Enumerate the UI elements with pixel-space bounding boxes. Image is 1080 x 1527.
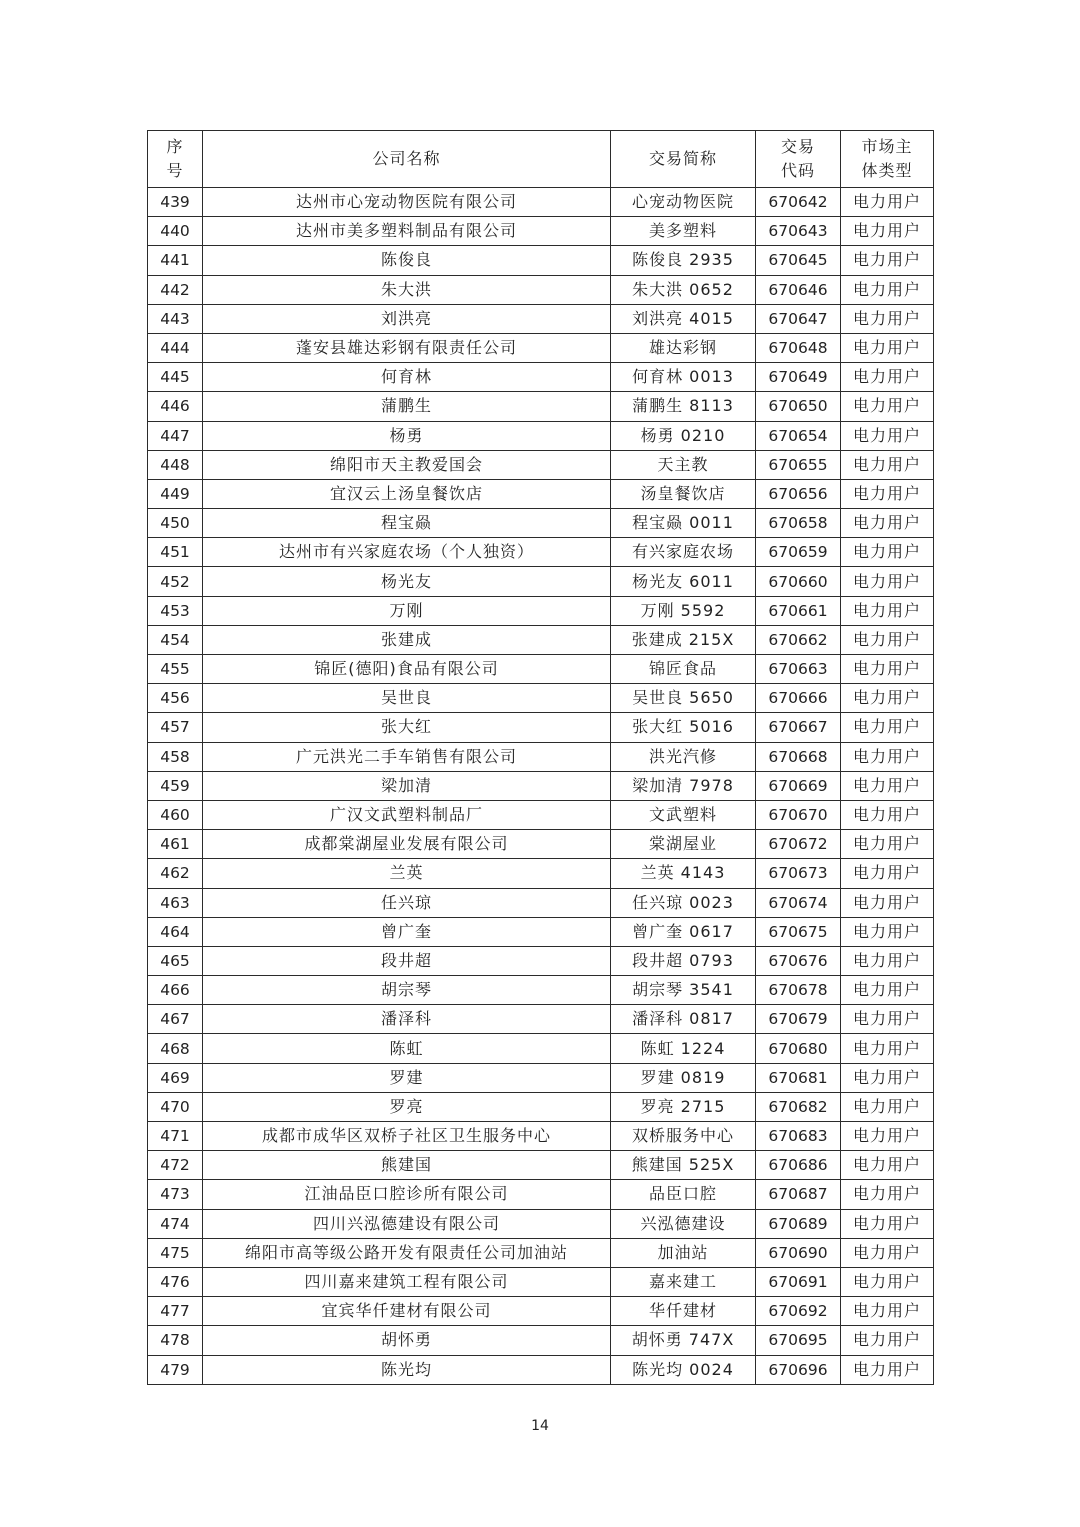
cell-entity-type: 电力用户 — [841, 479, 934, 508]
cell-company-name: 潘泽科 — [203, 1005, 611, 1034]
table-row — [148, 1297, 934, 1326]
cell-seq: 473 — [148, 1180, 203, 1209]
cell-trade-abbr: 华仟建材 — [611, 1297, 756, 1326]
cell-trade-abbr: 加油站 — [611, 1238, 756, 1267]
cell-seq: 461 — [148, 830, 203, 859]
header-type-line1: 市场主 — [861, 137, 913, 156]
cell-seq: 460 — [148, 800, 203, 829]
cell-company-name: 刘洪亮 — [203, 304, 611, 333]
cell-trade-abbr: 何育林 0013 — [611, 363, 756, 392]
cell-seq: 448 — [148, 450, 203, 479]
cell-company-name: 杨勇 — [203, 421, 611, 450]
table-row — [148, 392, 934, 421]
table-row — [148, 509, 934, 538]
cell-trade-abbr: 洪光汽修 — [611, 742, 756, 771]
cell-trade-code: 670695 — [756, 1326, 841, 1355]
cell-company-name: 四川嘉来建筑工程有限公司 — [203, 1267, 611, 1296]
cell-trade-code: 670676 — [756, 946, 841, 975]
cell-company-name: 兰英 — [203, 859, 611, 888]
cell-seq: 475 — [148, 1238, 203, 1267]
cell-trade-code: 670679 — [756, 1005, 841, 1034]
table-row — [148, 976, 934, 1005]
cell-seq: 471 — [148, 1122, 203, 1151]
cell-company-name: 广元洪光二手车销售有限公司 — [203, 742, 611, 771]
header-seq-line2: 号 — [166, 161, 184, 180]
cell-seq: 463 — [148, 888, 203, 917]
cell-trade-abbr: 有兴家庭农场 — [611, 538, 756, 567]
cell-company-name: 宜汉云上汤皇餐饮店 — [203, 479, 611, 508]
cell-trade-abbr: 锦匠食品 — [611, 655, 756, 684]
cell-trade-abbr: 曾广奎 0617 — [611, 917, 756, 946]
cell-company-name: 曾广奎 — [203, 917, 611, 946]
header-type — [841, 131, 934, 188]
cell-entity-type: 电力用户 — [841, 333, 934, 362]
cell-company-name: 成都棠湖屋业发展有限公司 — [203, 830, 611, 859]
cell-entity-type: 电力用户 — [841, 1326, 934, 1355]
cell-entity-type: 电力用户 — [841, 1180, 934, 1209]
cell-company-name: 江油品臣口腔诊所有限公司 — [203, 1180, 611, 1209]
table-row — [148, 655, 934, 684]
cell-entity-type: 电力用户 — [841, 888, 934, 917]
table-row — [148, 1209, 934, 1238]
cell-entity-type: 电力用户 — [841, 509, 934, 538]
cell-trade-abbr: 美多塑料 — [611, 217, 756, 246]
cell-trade-abbr: 杨勇 0210 — [611, 421, 756, 450]
cell-entity-type: 电力用户 — [841, 1092, 934, 1121]
cell-entity-type: 电力用户 — [841, 596, 934, 625]
cell-trade-code: 670668 — [756, 742, 841, 771]
cell-trade-code: 670673 — [756, 859, 841, 888]
table-header-row — [148, 131, 934, 188]
cell-trade-abbr: 胡怀勇 747X — [611, 1326, 756, 1355]
cell-company-name: 朱大洪 — [203, 275, 611, 304]
cell-company-name: 成都市成华区双桥子社区卫生服务中心 — [203, 1122, 611, 1151]
cell-seq: 451 — [148, 538, 203, 567]
cell-trade-code: 670659 — [756, 538, 841, 567]
cell-trade-abbr: 刘洪亮 4015 — [611, 304, 756, 333]
cell-company-name: 宜宾华仟建材有限公司 — [203, 1297, 611, 1326]
cell-company-name: 四川兴泓德建设有限公司 — [203, 1209, 611, 1238]
cell-company-name: 何育林 — [203, 363, 611, 392]
cell-seq: 469 — [148, 1063, 203, 1092]
table-row — [148, 421, 934, 450]
cell-entity-type: 电力用户 — [841, 1355, 934, 1384]
table-row — [148, 188, 934, 217]
cell-trade-code: 670648 — [756, 333, 841, 362]
cell-trade-abbr: 嘉来建工 — [611, 1267, 756, 1296]
cell-seq: 468 — [148, 1034, 203, 1063]
cell-seq: 443 — [148, 304, 203, 333]
cell-trade-abbr: 罗亮 2715 — [611, 1092, 756, 1121]
cell-seq: 440 — [148, 217, 203, 246]
cell-seq: 450 — [148, 509, 203, 538]
cell-trade-abbr: 程宝赑 0011 — [611, 509, 756, 538]
table-row — [148, 246, 934, 275]
cell-trade-code: 670642 — [756, 188, 841, 217]
cell-entity-type: 电力用户 — [841, 538, 934, 567]
cell-entity-type: 电力用户 — [841, 1063, 934, 1092]
cell-seq: 456 — [148, 684, 203, 713]
cell-entity-type: 电力用户 — [841, 976, 934, 1005]
cell-seq: 479 — [148, 1355, 203, 1384]
cell-seq: 472 — [148, 1151, 203, 1180]
cell-seq: 465 — [148, 946, 203, 975]
table-row — [148, 333, 934, 362]
table-row — [148, 1034, 934, 1063]
cell-trade-abbr: 陈虹 1224 — [611, 1034, 756, 1063]
header-company: 公司名称 — [203, 131, 611, 188]
cell-seq: 449 — [148, 479, 203, 508]
cell-seq: 457 — [148, 713, 203, 742]
cell-trade-code: 670692 — [756, 1297, 841, 1326]
cell-seq: 459 — [148, 771, 203, 800]
cell-trade-abbr: 张大红 5016 — [611, 713, 756, 742]
cell-entity-type: 电力用户 — [841, 246, 934, 275]
cell-trade-code: 670656 — [756, 479, 841, 508]
table-row — [148, 538, 934, 567]
cell-company-name: 梁加清 — [203, 771, 611, 800]
table-row — [148, 684, 934, 713]
cell-trade-abbr: 雄达彩钢 — [611, 333, 756, 362]
header-code-line1: 交易 — [780, 137, 815, 156]
cell-trade-abbr: 文武塑料 — [611, 800, 756, 829]
cell-company-name: 蒲鹏生 — [203, 392, 611, 421]
cell-company-name: 张建成 — [203, 625, 611, 654]
table-row — [148, 1122, 934, 1151]
cell-entity-type: 电力用户 — [841, 1297, 934, 1326]
cell-trade-abbr: 万刚 5592 — [611, 596, 756, 625]
cell-company-name: 广汉文武塑料制品厂 — [203, 800, 611, 829]
cell-trade-code: 670689 — [756, 1209, 841, 1238]
header-seq-line1: 序 — [166, 137, 184, 156]
cell-trade-code: 670660 — [756, 567, 841, 596]
cell-trade-code: 670649 — [756, 363, 841, 392]
cell-trade-abbr: 汤皇餐饮店 — [611, 479, 756, 508]
cell-trade-code: 670655 — [756, 450, 841, 479]
cell-trade-code: 670663 — [756, 655, 841, 684]
cell-seq: 478 — [148, 1326, 203, 1355]
cell-seq: 467 — [148, 1005, 203, 1034]
table-row — [148, 1267, 934, 1296]
table-row — [148, 946, 934, 975]
cell-trade-abbr: 蒲鹏生 8113 — [611, 392, 756, 421]
cell-seq: 462 — [148, 859, 203, 888]
table-row — [148, 567, 934, 596]
cell-trade-abbr: 双桥服务中心 — [611, 1122, 756, 1151]
cell-trade-abbr: 梁加清 7978 — [611, 771, 756, 800]
cell-company-name: 达州市美多塑料制品有限公司 — [203, 217, 611, 246]
table-row — [148, 479, 934, 508]
table-row — [148, 1238, 934, 1267]
table-row — [148, 742, 934, 771]
cell-trade-code: 670661 — [756, 596, 841, 625]
cell-trade-code: 670650 — [756, 392, 841, 421]
cell-entity-type: 电力用户 — [841, 275, 934, 304]
cell-trade-abbr: 张建成 215X — [611, 625, 756, 654]
cell-entity-type: 电力用户 — [841, 742, 934, 771]
table-row — [148, 830, 934, 859]
cell-trade-code: 670643 — [756, 217, 841, 246]
cell-trade-abbr: 陈俊良 2935 — [611, 246, 756, 275]
cell-entity-type: 电力用户 — [841, 625, 934, 654]
cell-entity-type: 电力用户 — [841, 188, 934, 217]
cell-entity-type: 电力用户 — [841, 800, 934, 829]
cell-seq: 439 — [148, 188, 203, 217]
cell-seq: 464 — [148, 917, 203, 946]
header-seq — [148, 131, 203, 188]
cell-company-name: 万刚 — [203, 596, 611, 625]
cell-seq: 447 — [148, 421, 203, 450]
table-row — [148, 1063, 934, 1092]
cell-trade-abbr: 兰英 4143 — [611, 859, 756, 888]
table-row — [148, 771, 934, 800]
cell-entity-type: 电力用户 — [841, 713, 934, 742]
cell-trade-abbr: 任兴琼 0023 — [611, 888, 756, 917]
cell-company-name: 胡怀勇 — [203, 1326, 611, 1355]
table-row — [148, 1326, 934, 1355]
cell-trade-code: 670658 — [756, 509, 841, 538]
cell-entity-type: 电力用户 — [841, 304, 934, 333]
table-row — [148, 1180, 934, 1209]
header-abbr: 交易简称 — [611, 131, 756, 188]
cell-seq: 474 — [148, 1209, 203, 1238]
cell-seq: 476 — [148, 1267, 203, 1296]
cell-trade-code: 670672 — [756, 830, 841, 859]
cell-company-name: 熊建国 — [203, 1151, 611, 1180]
cell-entity-type: 电力用户 — [841, 1122, 934, 1151]
cell-company-name: 锦匠(德阳)食品有限公司 — [203, 655, 611, 684]
cell-trade-code: 670669 — [756, 771, 841, 800]
table-row — [148, 1005, 934, 1034]
cell-entity-type: 电力用户 — [841, 1151, 934, 1180]
cell-entity-type: 电力用户 — [841, 392, 934, 421]
table-row — [148, 450, 934, 479]
cell-seq: 452 — [148, 567, 203, 596]
cell-trade-code: 670678 — [756, 976, 841, 1005]
cell-trade-code: 670690 — [756, 1238, 841, 1267]
cell-trade-code: 670682 — [756, 1092, 841, 1121]
table-row — [148, 217, 934, 246]
cell-trade-code: 670683 — [756, 1122, 841, 1151]
cell-trade-abbr: 段井超 0793 — [611, 946, 756, 975]
cell-seq: 442 — [148, 275, 203, 304]
cell-company-name: 程宝赑 — [203, 509, 611, 538]
cell-entity-type: 电力用户 — [841, 567, 934, 596]
cell-seq: 458 — [148, 742, 203, 771]
cell-company-name: 杨光友 — [203, 567, 611, 596]
cell-seq: 446 — [148, 392, 203, 421]
cell-company-name: 绵阳市天主教爱国会 — [203, 450, 611, 479]
header-code — [756, 131, 841, 188]
cell-entity-type: 电力用户 — [841, 1034, 934, 1063]
cell-seq: 466 — [148, 976, 203, 1005]
table-row — [148, 917, 934, 946]
cell-company-name: 罗建 — [203, 1063, 611, 1092]
table-row — [148, 1092, 934, 1121]
cell-trade-code: 670696 — [756, 1355, 841, 1384]
cell-entity-type: 电力用户 — [841, 1238, 934, 1267]
cell-trade-abbr: 罗建 0819 — [611, 1063, 756, 1092]
cell-seq: 477 — [148, 1297, 203, 1326]
cell-trade-code: 670654 — [756, 421, 841, 450]
market-entity-table — [147, 130, 934, 1385]
table-row — [148, 1355, 934, 1384]
cell-company-name: 蓬安县雄达彩钢有限责任公司 — [203, 333, 611, 362]
cell-company-name: 罗亮 — [203, 1092, 611, 1121]
cell-trade-abbr: 熊建国 525X — [611, 1151, 756, 1180]
cell-trade-code: 670675 — [756, 917, 841, 946]
cell-trade-code: 670667 — [756, 713, 841, 742]
cell-trade-abbr: 心宠动物医院 — [611, 188, 756, 217]
cell-company-name: 胡宗琴 — [203, 976, 611, 1005]
cell-entity-type: 电力用户 — [841, 917, 934, 946]
header-type-line2: 体类型 — [861, 161, 913, 180]
cell-trade-code: 670686 — [756, 1151, 841, 1180]
cell-seq: 445 — [148, 363, 203, 392]
cell-company-name: 达州市有兴家庭农场（个人独资） — [203, 538, 611, 567]
cell-trade-abbr: 胡宗琴 3541 — [611, 976, 756, 1005]
cell-company-name: 陈光均 — [203, 1355, 611, 1384]
cell-trade-code: 670681 — [756, 1063, 841, 1092]
table-row — [148, 800, 934, 829]
page-number: 14 — [531, 1418, 549, 1434]
cell-entity-type: 电力用户 — [841, 363, 934, 392]
cell-entity-type: 电力用户 — [841, 771, 934, 800]
table-row — [148, 363, 934, 392]
cell-trade-abbr: 陈光均 0024 — [611, 1355, 756, 1384]
table-row — [148, 625, 934, 654]
cell-trade-code: 670680 — [756, 1034, 841, 1063]
cell-entity-type: 电力用户 — [841, 1267, 934, 1296]
cell-entity-type: 电力用户 — [841, 421, 934, 450]
cell-company-name: 陈俊良 — [203, 246, 611, 275]
cell-trade-code: 670691 — [756, 1267, 841, 1296]
cell-entity-type: 电力用户 — [841, 450, 934, 479]
cell-trade-code: 670674 — [756, 888, 841, 917]
cell-company-name: 段井超 — [203, 946, 611, 975]
cell-trade-code: 670670 — [756, 800, 841, 829]
table-row — [148, 304, 934, 333]
cell-seq: 453 — [148, 596, 203, 625]
table-row — [148, 859, 934, 888]
table-row — [148, 888, 934, 917]
cell-trade-abbr: 品臣口腔 — [611, 1180, 756, 1209]
cell-trade-code: 670687 — [756, 1180, 841, 1209]
cell-trade-abbr: 兴泓德建设 — [611, 1209, 756, 1238]
cell-entity-type: 电力用户 — [841, 859, 934, 888]
cell-trade-code: 670645 — [756, 246, 841, 275]
cell-company-name: 陈虹 — [203, 1034, 611, 1063]
cell-seq: 455 — [148, 655, 203, 684]
cell-trade-abbr: 朱大洪 0652 — [611, 275, 756, 304]
cell-entity-type: 电力用户 — [841, 684, 934, 713]
table-row — [148, 713, 934, 742]
cell-entity-type: 电力用户 — [841, 655, 934, 684]
cell-company-name: 绵阳市高等级公路开发有限责任公司加油站 — [203, 1238, 611, 1267]
cell-trade-abbr: 潘泽科 0817 — [611, 1005, 756, 1034]
cell-seq: 444 — [148, 333, 203, 362]
cell-seq: 441 — [148, 246, 203, 275]
cell-entity-type: 电力用户 — [841, 217, 934, 246]
table-row — [148, 596, 934, 625]
cell-trade-abbr: 天主教 — [611, 450, 756, 479]
cell-trade-abbr: 棠湖屋业 — [611, 830, 756, 859]
header-code-line2: 代码 — [780, 161, 815, 180]
cell-trade-abbr: 杨光友 6011 — [611, 567, 756, 596]
cell-entity-type: 电力用户 — [841, 946, 934, 975]
cell-trade-code: 670646 — [756, 275, 841, 304]
cell-company-name: 吴世良 — [203, 684, 611, 713]
cell-seq: 454 — [148, 625, 203, 654]
cell-trade-code: 670647 — [756, 304, 841, 333]
cell-trade-abbr: 吴世良 5650 — [611, 684, 756, 713]
table-row — [148, 275, 934, 304]
table-body — [148, 188, 934, 1385]
cell-entity-type: 电力用户 — [841, 1005, 934, 1034]
cell-trade-code: 670662 — [756, 625, 841, 654]
cell-seq: 470 — [148, 1092, 203, 1121]
cell-company-name: 任兴琼 — [203, 888, 611, 917]
table-row — [148, 1151, 934, 1180]
cell-company-name: 张大红 — [203, 713, 611, 742]
cell-trade-code: 670666 — [756, 684, 841, 713]
cell-entity-type: 电力用户 — [841, 830, 934, 859]
cell-company-name: 达州市心宠动物医院有限公司 — [203, 188, 611, 217]
cell-entity-type: 电力用户 — [841, 1209, 934, 1238]
